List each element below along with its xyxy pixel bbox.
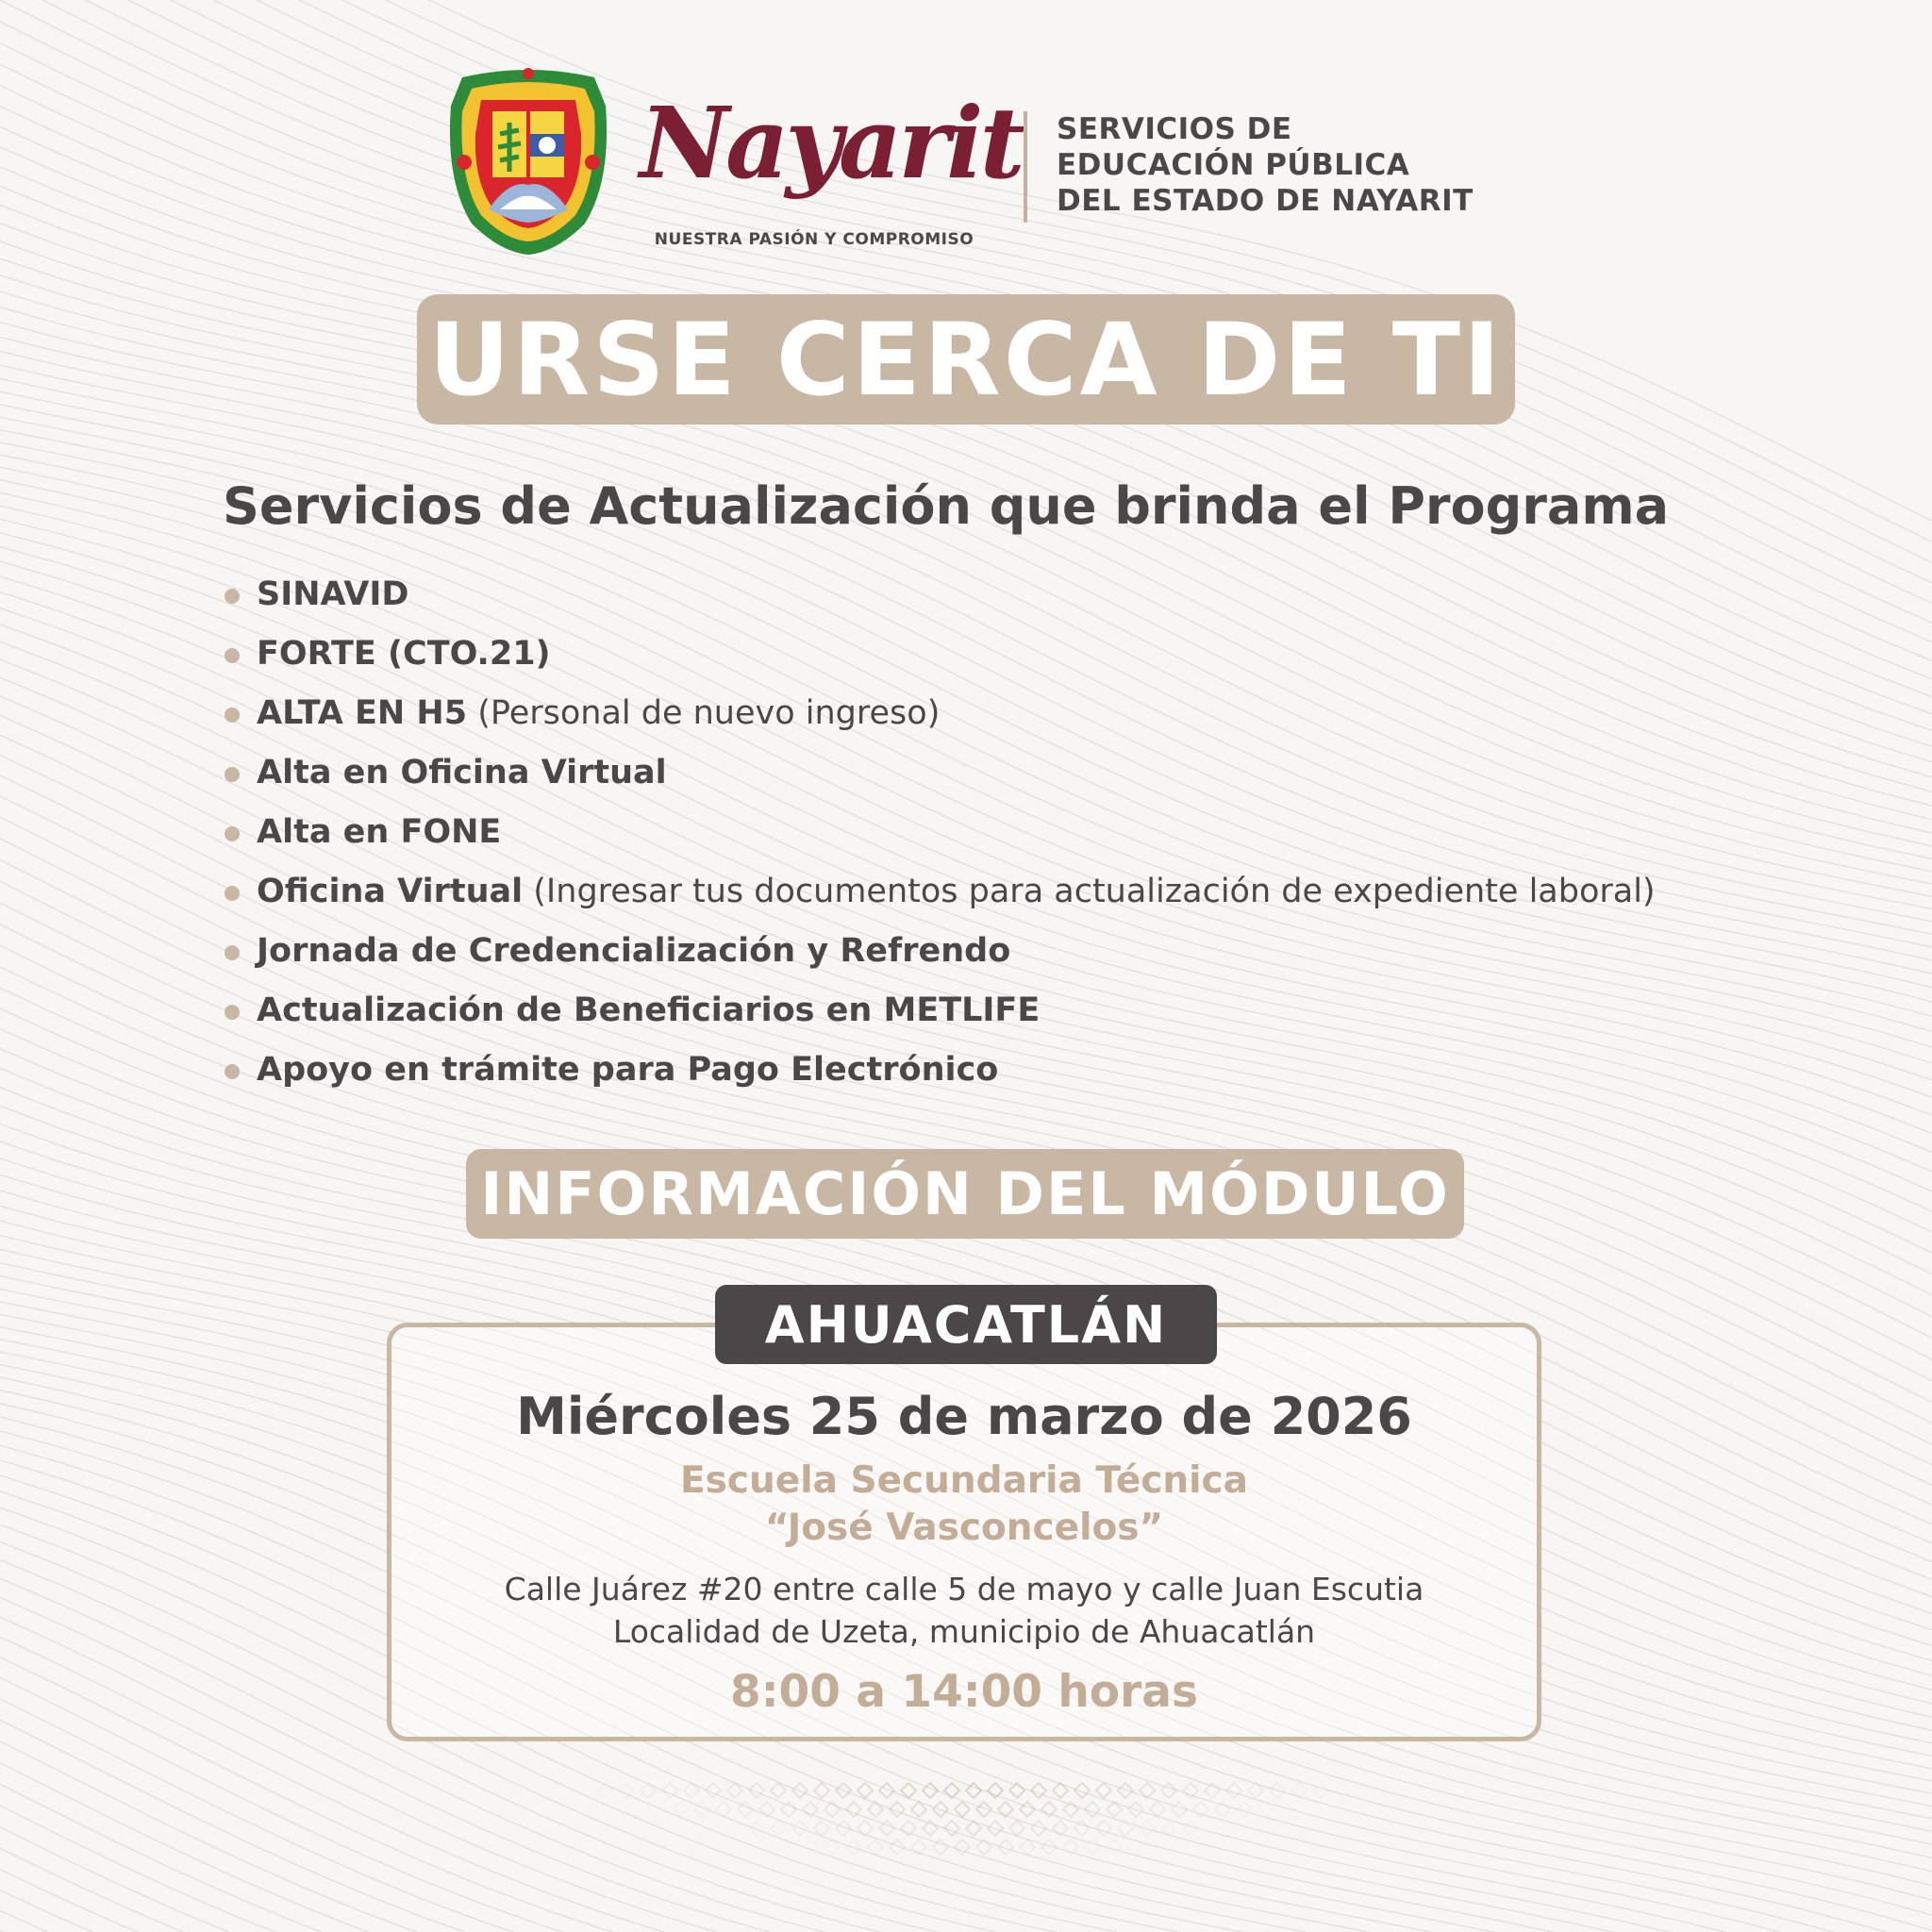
city-badge — [715, 1285, 1217, 1364]
agency-name — [1057, 111, 1509, 219]
brand-name: Nayarit — [640, 85, 1022, 201]
service-name: Alta en Oficina Virtual — [257, 754, 667, 791]
event-address — [387, 1568, 1541, 1653]
bullet-icon — [225, 767, 240, 782]
bullet-icon — [225, 708, 240, 723]
service-name: FORTE (CTO.21) — [257, 635, 551, 673]
school-line-1: Escuela Secundaria Técnica — [680, 1459, 1248, 1502]
service-name: Alta en FONE — [257, 813, 502, 851]
bullet-icon — [225, 589, 240, 604]
service-name: Oficina Virtual — [257, 873, 524, 910]
bullet-icon — [225, 648, 240, 663]
nayarit-coat-of-arms-icon — [443, 68, 613, 257]
city-name: AHUACATLÁN — [764, 1294, 1168, 1355]
header — [443, 68, 1500, 257]
agency-line-3: DEL ESTADO DE NAYARIT — [1057, 184, 1474, 218]
bullet-icon — [225, 1064, 240, 1079]
services-list — [223, 566, 1751, 1101]
service-note: (Personal de nuevo ingreso) — [467, 694, 941, 732]
decorative-pattern-icon — [528, 1774, 1406, 1858]
school-line-2: “José Vasconcelos” — [764, 1507, 1164, 1549]
module-info-heading: INFORMACIÓN DEL MÓDULO — [480, 1159, 1450, 1228]
main-title: URSE CERCA DE TI — [428, 301, 1504, 418]
event-date: Miércoles 25 de marzo de 2026 — [516, 1387, 1412, 1446]
service-name: SINAVID — [257, 575, 409, 613]
agency-line-1: SERVICIOS DE — [1057, 112, 1292, 146]
main-title-banner — [417, 294, 1515, 425]
service-name: Jornada de Credencialización y Refrendo — [257, 932, 1011, 970]
services-heading: Servicios de Actualización que brinda el Programa — [223, 476, 1670, 536]
service-note: (Ingresar tus documentos para actualización de expediente laboral) — [523, 873, 1656, 910]
header-divider — [1024, 111, 1027, 223]
list-item — [223, 1041, 1751, 1101]
brand-tagline: NUESTRA PASIÓN Y COMPROMISO — [654, 230, 974, 249]
bullet-icon — [225, 945, 240, 960]
event-hours: 8:00 a 14:00 horas — [730, 1666, 1198, 1718]
agency-line-2: EDUCACIÓN PÚBLICA — [1057, 148, 1410, 182]
list-item — [223, 982, 1751, 1041]
list-item — [223, 566, 1751, 625]
school-name — [387, 1457, 1541, 1552]
list-item — [223, 685, 1751, 744]
service-name: ALTA EN H5 — [257, 694, 468, 732]
address-line-2: Localidad de Uzeta, municipio de Ahuacatlán — [612, 1613, 1316, 1650]
bullet-icon — [225, 826, 240, 841]
list-item — [223, 863, 1751, 923]
bullet-icon — [225, 1005, 240, 1020]
list-item — [223, 625, 1751, 685]
nayarit-brand-logo — [640, 85, 1022, 249]
list-item — [223, 744, 1751, 804]
module-info-banner — [466, 1149, 1464, 1239]
address-line-1: Calle Juárez #20 entre calle 5 de mayo y calle Juan Escutia — [504, 1571, 1424, 1607]
bullet-icon — [225, 886, 240, 901]
service-name: Actualización de Beneficiarios en METLIFE — [257, 991, 1041, 1029]
service-name: Apoyo en trámite para Pago Electrónico — [257, 1051, 999, 1089]
list-item — [223, 804, 1751, 863]
list-item — [223, 923, 1751, 982]
